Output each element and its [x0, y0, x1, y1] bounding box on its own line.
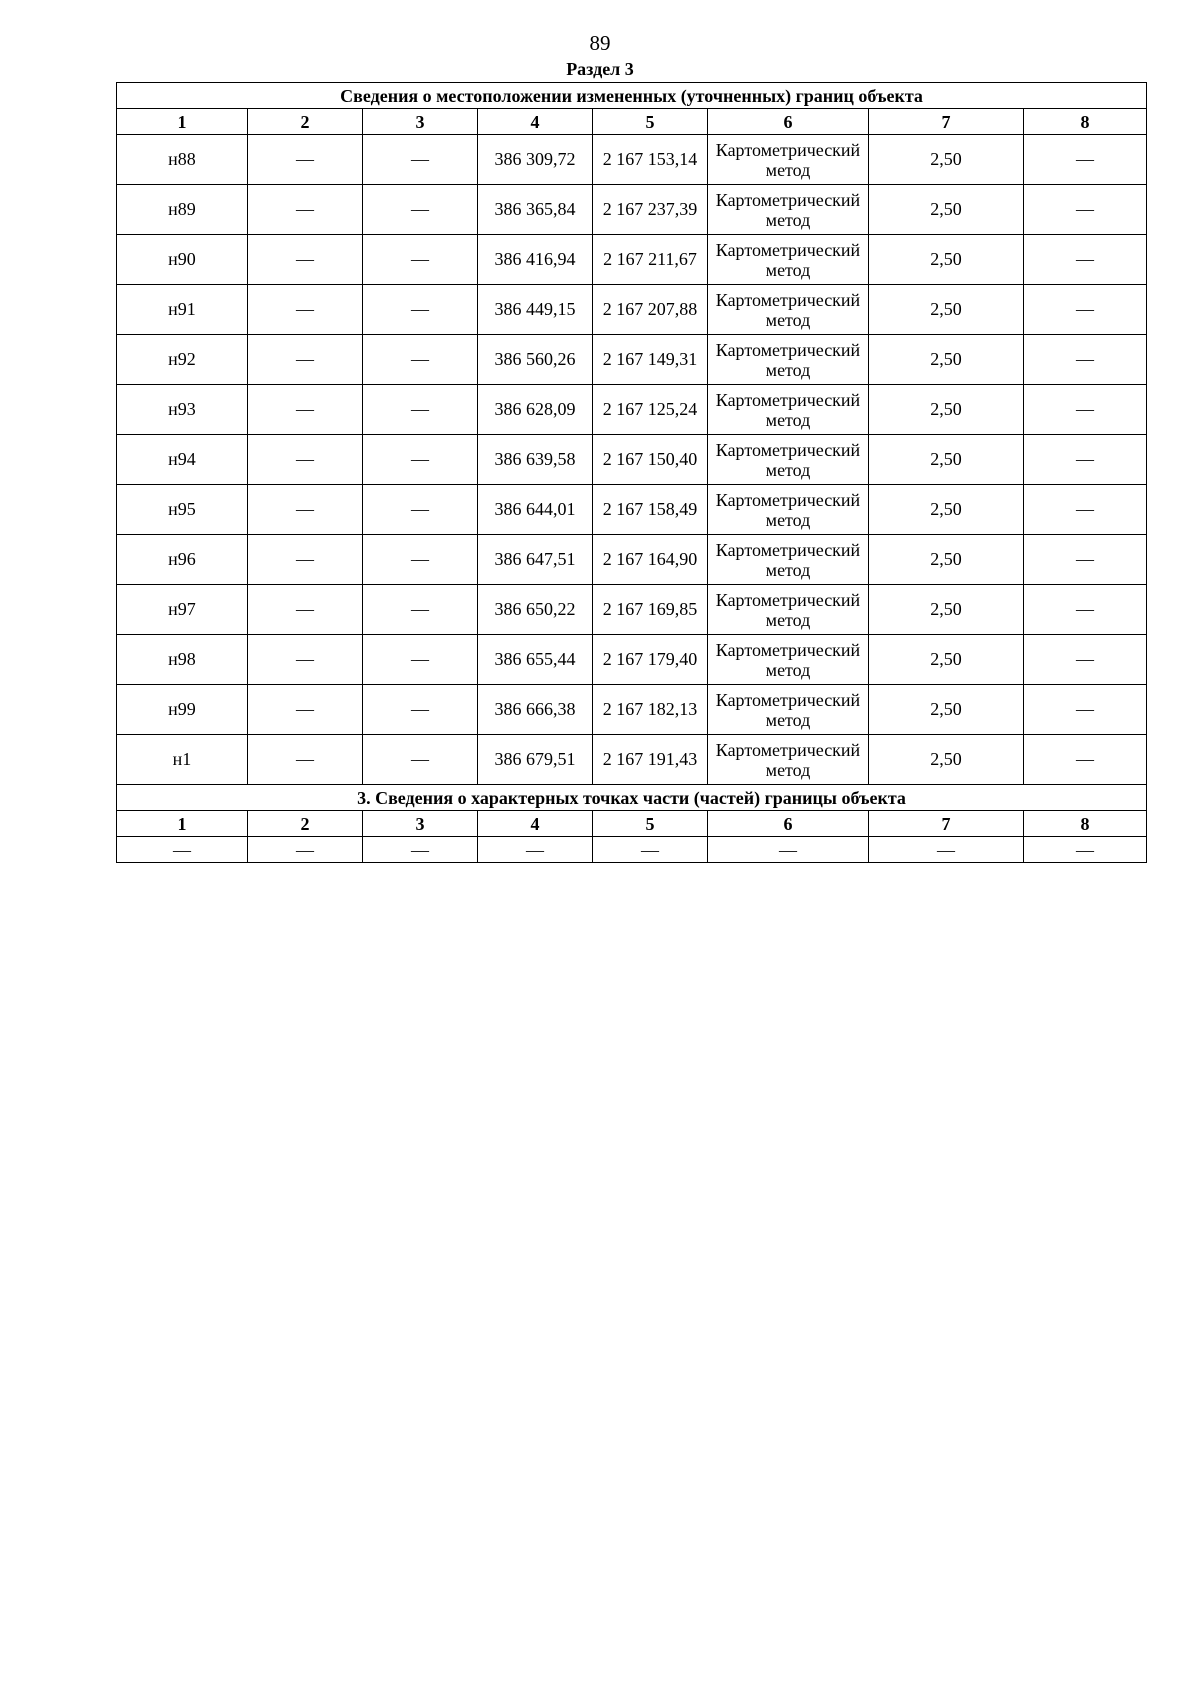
table-cell: — — [248, 735, 363, 785]
table-cell: 386 628,09 — [478, 385, 593, 435]
table-cell: — — [248, 837, 363, 863]
table-cell: — — [1024, 385, 1147, 435]
table-cell: 386 560,26 — [478, 335, 593, 385]
table-cell: 2,50 — [869, 585, 1024, 635]
section2-caption-row — [117, 785, 1147, 811]
table-cell: 2 167 158,49 — [593, 485, 708, 535]
table-cell: — — [248, 135, 363, 185]
table-cell: н93 — [117, 385, 248, 435]
table-cell: Картометрический метод — [708, 585, 869, 635]
table-cell: — — [593, 837, 708, 863]
column-header-row — [117, 109, 1147, 135]
table-cell: н92 — [117, 335, 248, 385]
table-cell: — — [1024, 585, 1147, 635]
table-cell: — — [363, 435, 478, 485]
section2-header-row — [117, 811, 1147, 837]
table-cell: 386 644,01 — [478, 485, 593, 535]
table-cell: 2 167 182,13 — [593, 685, 708, 735]
table-cell: — — [363, 485, 478, 535]
table-cell: 2 167 153,14 — [593, 135, 708, 185]
table-cell: 2,50 — [869, 385, 1024, 435]
table-cell: — — [1024, 185, 1147, 235]
table-cell: н88 — [117, 135, 248, 185]
table-row — [117, 135, 1147, 185]
table-cell: 2,50 — [869, 335, 1024, 385]
column-header: 7 — [869, 811, 1024, 837]
table-cell: — — [248, 685, 363, 735]
table-cell: — — [1024, 535, 1147, 585]
table-cell: 386 416,94 — [478, 235, 593, 285]
table-cell: — — [1024, 135, 1147, 185]
table-cell: — — [363, 135, 478, 185]
table-cell: 2 167 207,88 — [593, 285, 708, 335]
table-cell: — — [248, 535, 363, 585]
column-header: 4 — [478, 811, 593, 837]
table-cell: — — [363, 685, 478, 735]
column-header: 7 — [869, 109, 1024, 135]
table-cell: — — [1024, 735, 1147, 785]
table-cell: 2 167 150,40 — [593, 435, 708, 485]
column-header: 6 — [708, 109, 869, 135]
table-cell: 2,50 — [869, 635, 1024, 685]
table-cell: — — [248, 485, 363, 535]
table-cell: н97 — [117, 585, 248, 635]
table-row — [117, 435, 1147, 485]
table-cell: 386 309,72 — [478, 135, 593, 185]
column-header: 1 — [117, 811, 248, 837]
table-cell: — — [1024, 235, 1147, 285]
table-cell: 386 679,51 — [478, 735, 593, 785]
table-cell: Картометрический метод — [708, 485, 869, 535]
table-cell: 2 167 191,43 — [593, 735, 708, 785]
table-row — [117, 685, 1147, 735]
table-cell: 386 666,38 — [478, 685, 593, 735]
table-cell: 2,50 — [869, 685, 1024, 735]
table-cell: н89 — [117, 185, 248, 235]
table-cell: — — [363, 535, 478, 585]
table-cell: — — [1024, 685, 1147, 735]
table-cell: 2,50 — [869, 235, 1024, 285]
table-row — [117, 585, 1147, 635]
table-row — [117, 635, 1147, 685]
table-cell: — — [1024, 485, 1147, 535]
table-cell: н94 — [117, 435, 248, 485]
section-title: Раздел 3 — [566, 59, 634, 79]
table-cell: Картометрический метод — [708, 135, 869, 185]
column-header: 1 — [117, 109, 248, 135]
table-cell: — — [1024, 285, 1147, 335]
table-cell: — — [363, 385, 478, 435]
table-cell: — — [248, 635, 363, 685]
table-cell: 2 167 169,85 — [593, 585, 708, 635]
table-cell: — — [363, 335, 478, 385]
table-caption-row — [117, 83, 1147, 109]
table-cell: 2,50 — [869, 735, 1024, 785]
table-cell: н98 — [117, 635, 248, 685]
table-cell: — — [248, 435, 363, 485]
column-header: 5 — [593, 811, 708, 837]
table-cell: Картометрический метод — [708, 435, 869, 485]
table-cell: — — [363, 837, 478, 863]
table-cell: 2 167 125,24 — [593, 385, 708, 435]
table-cell: Картометрический метод — [708, 285, 869, 335]
table-row — [117, 385, 1147, 435]
table-cell: — — [248, 185, 363, 235]
column-header: 6 — [708, 811, 869, 837]
table-cell: 386 650,22 — [478, 585, 593, 635]
table-cell: — — [363, 235, 478, 285]
table-row — [117, 535, 1147, 585]
table-cell: 386 639,58 — [478, 435, 593, 485]
table-cell: н95 — [117, 485, 248, 535]
table-cell: — — [363, 735, 478, 785]
table-cell: н90 — [117, 235, 248, 285]
table-cell: Картометрический метод — [708, 685, 869, 735]
column-header: 4 — [478, 109, 593, 135]
table-cell: 2 167 164,90 — [593, 535, 708, 585]
table-row — [117, 335, 1147, 385]
table-cell: — — [869, 837, 1024, 863]
table-cell: — — [363, 185, 478, 235]
table-cell: — — [248, 585, 363, 635]
table-cell: 2 167 179,40 — [593, 635, 708, 685]
section2-caption: 3. Сведения о характерных точках части (частей) границы объекта — [117, 785, 1147, 811]
table-cell: — — [117, 837, 248, 863]
boundary-points-table — [116, 82, 1147, 863]
table-cell: — — [248, 285, 363, 335]
table-cell: Картометрический метод — [708, 535, 869, 585]
table-cell: — — [248, 335, 363, 385]
table-row — [117, 485, 1147, 535]
table-cell: н91 — [117, 285, 248, 335]
column-header: 3 — [363, 811, 478, 837]
table-cell: 2,50 — [869, 185, 1024, 235]
table-cell: 2 167 149,31 — [593, 335, 708, 385]
column-header: 2 — [248, 811, 363, 837]
table-cell: 386 655,44 — [478, 635, 593, 685]
table-caption: Сведения о местоположении измененных (уточненных) границ объекта — [117, 83, 1147, 109]
table-row — [117, 735, 1147, 785]
column-header: 5 — [593, 109, 708, 135]
table-row — [117, 285, 1147, 335]
table-cell: 2 167 211,67 — [593, 235, 708, 285]
table-cell: — — [1024, 435, 1147, 485]
table-cell: 386 647,51 — [478, 535, 593, 585]
table-row — [117, 837, 1147, 863]
table-cell: 386 449,15 — [478, 285, 593, 335]
table-cell: — — [478, 837, 593, 863]
column-header: 3 — [363, 109, 478, 135]
table-cell: Картометрический метод — [708, 335, 869, 385]
table-cell: — — [363, 585, 478, 635]
table-cell: — — [1024, 635, 1147, 685]
table-cell: н1 — [117, 735, 248, 785]
table-cell: 2,50 — [869, 435, 1024, 485]
table-cell: — — [1024, 837, 1147, 863]
table-cell: н96 — [117, 535, 248, 585]
table-cell: н99 — [117, 685, 248, 735]
column-header: 2 — [248, 109, 363, 135]
table-row — [117, 235, 1147, 285]
table-cell: Картометрический метод — [708, 635, 869, 685]
page-number: 89 — [589, 31, 611, 55]
table-cell: Картометрический метод — [708, 385, 869, 435]
table-cell: — — [248, 385, 363, 435]
table-cell: Картометрический метод — [708, 735, 869, 785]
table-cell: 386 365,84 — [478, 185, 593, 235]
table-cell: — — [708, 837, 869, 863]
table-cell: 2 167 237,39 — [593, 185, 708, 235]
table-cell: 2,50 — [869, 485, 1024, 535]
table-cell: 2,50 — [869, 135, 1024, 185]
table-cell: Картометрический метод — [708, 185, 869, 235]
table-cell: 2,50 — [869, 285, 1024, 335]
table-cell: — — [1024, 335, 1147, 385]
column-header: 8 — [1024, 109, 1147, 135]
table-cell: 2,50 — [869, 535, 1024, 585]
table-cell: Картометрический метод — [708, 235, 869, 285]
table-cell: — — [248, 235, 363, 285]
table-cell: — — [363, 635, 478, 685]
table-cell: — — [363, 285, 478, 335]
table-row — [117, 185, 1147, 235]
column-header: 8 — [1024, 811, 1147, 837]
